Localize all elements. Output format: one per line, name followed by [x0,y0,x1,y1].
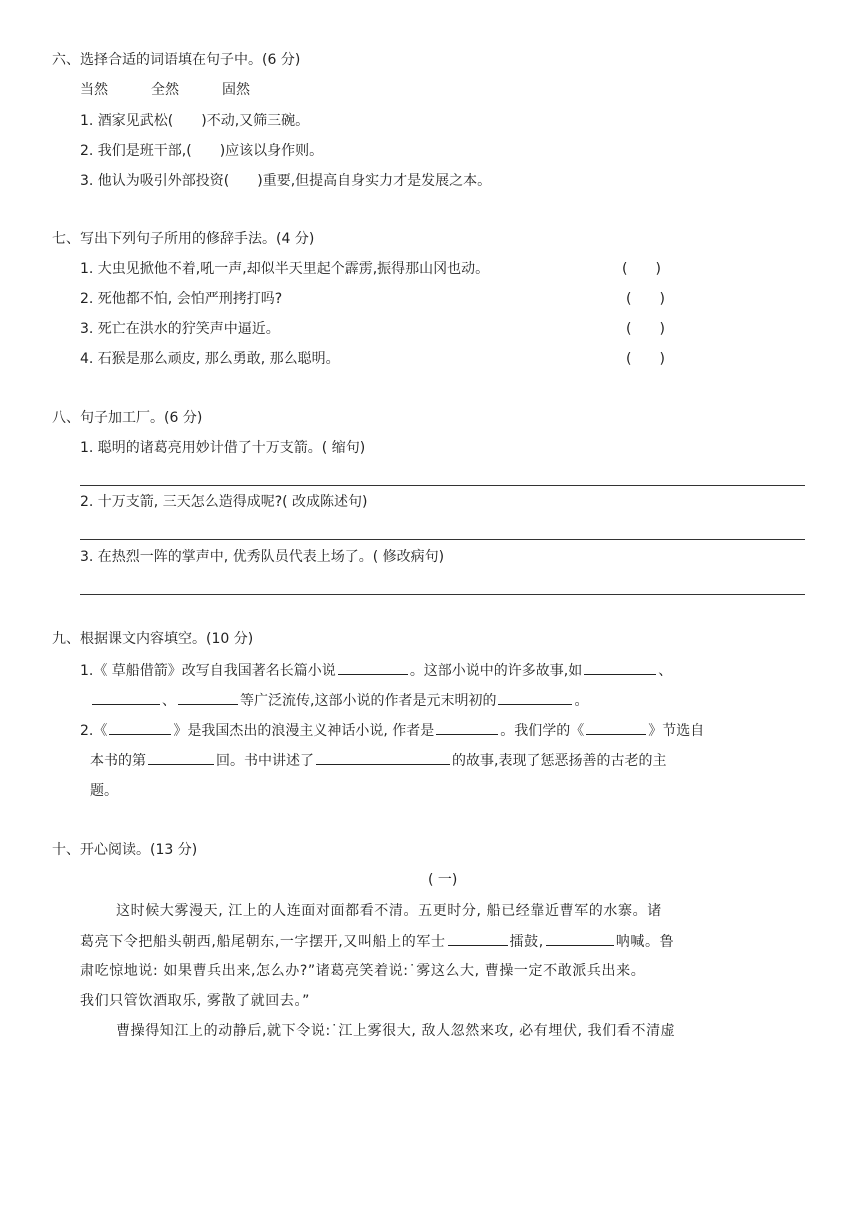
section-10-title: 十、开心阅读。(13 分) [52,842,198,858]
s8-item-1: 1. 聪明的诸葛亮用妙计借了十万支箭。( 缩句) [80,440,366,456]
s7-item-1: 1. 大虫见掀他不着,吼一声,却似半天里起个霹雳,振得那山冈也动。 [80,261,490,277]
fill-blank[interactable] [316,750,450,765]
fill-blank[interactable] [109,720,171,735]
answer-parentheses[interactable]: ( ) [626,351,665,367]
s7-item-4: 4. 石猴是那么顽皮, 那么勇敢, 那么聪明。 [80,351,340,367]
fill-blank[interactable] [448,931,508,946]
s9-q1-text: 、 [162,693,176,709]
s9-q2-text: 》节选自 [648,723,705,739]
s9-q1-line2 [90,690,588,711]
s7-item-3: 3. 死亡在洪水的狞笑声中逼近。 [80,321,280,337]
s9-q2-line1 [80,720,704,741]
answer-line[interactable] [80,485,805,486]
fill-blank[interactable] [584,660,656,675]
fill-blank[interactable] [546,931,614,946]
fill-blank[interactable] [92,690,160,705]
s9-q1-text: 。 [574,693,589,709]
passage-text: 葛亮下令把船头朝西,船尾朝东,一字摆开,又叫船上的军士 [80,934,446,950]
word-option-1: 当然 [80,82,108,98]
s8-item-3: 3. 在热烈一阵的掌声中, 优秀队员代表上场了。( 修改病句) [80,549,445,565]
answer-line[interactable] [80,594,805,595]
section-8-title: 八、句子加工厂。(6 分) [52,410,203,426]
s9-q1-text: 。这部小说中的许多故事,如 [409,663,583,679]
s6-item-1: 1. 酒家见武松( )不动,又筛三碗。 [80,113,310,129]
s9-q1-text: 、 [658,663,673,679]
s9-q2-text: 回。书中讲述了 [216,753,314,769]
s9-q2-line2 [90,750,666,771]
passage-line-1: 这时候大雾漫天, 江上的人连面对面都看不清。五更时分, 船已经靠近曹军的水寨。诸 [116,903,662,919]
fill-blank[interactable] [586,720,646,735]
word-option-3: 固然 [222,82,250,98]
answer-line[interactable] [80,539,805,540]
passage-text: 呐喊。鲁 [615,934,675,950]
passage-subtitle: ( 一) [428,872,458,888]
s9-q2-text: 2.《 [80,723,108,739]
s9-q1-text: 等广泛流传,这部小说的作者是元末明初的 [240,693,497,709]
s9-q2-text: 。我们学的《 [500,723,585,739]
answer-parentheses[interactable]: ( ) [626,321,665,337]
s6-item-2: 2. 我们是班干部,( )应该以身作则。 [80,143,324,159]
s9-q2-text: 本书的第 [90,753,146,769]
fill-blank[interactable] [178,690,238,705]
s8-item-2: 2. 十万支箭, 三天怎么造得成呢?( 改成陈述句) [80,494,368,510]
fill-blank[interactable] [436,720,498,735]
fill-blank[interactable] [338,660,408,675]
passage-line-3: 肃吃惊地说: 如果曹兵出来,怎么办?”诸葛亮笑着说:˙雾这么大, 曹操一定不敢派兵出来。 [80,963,646,979]
answer-parentheses[interactable]: ( ) [622,261,661,277]
s9-q1-line1 [80,660,672,681]
section-9-title: 九、根据课文内容填空。(10 分) [52,631,254,647]
section-6-title: 六、选择合适的词语填在句子中。(6 分) [52,52,301,68]
answer-parentheses[interactable]: ( ) [626,291,665,307]
s9-q2-text: 》是我国杰出的浪漫主义神话小说, 作者是 [173,723,435,739]
passage-line-2 [80,931,674,952]
s6-item-3: 3. 他认为吸引外部投资( )重要,但提高自身实力才是发展之本。 [80,173,492,189]
s9-q2-text: 的故事,表现了惩恶扬善的古老的主 [452,753,667,769]
passage-line-4: 我们只管饮酒取乐, 雾散了就回去。” [80,993,310,1009]
s9-q1-text: 1.《 草船借箭》改写自我国著名长篇小说 [80,663,336,679]
section-7-title: 七、写出下列句子所用的修辞手法。(4 分) [52,231,315,247]
s9-q2-line3: 题。 [90,783,118,799]
s7-item-2: 2. 死他都不怕, 会怕严刑拷打吗? [80,291,283,307]
fill-blank[interactable] [148,750,214,765]
fill-blank[interactable] [498,690,572,705]
passage-line-5: 曹操得知江上的动静后,就下令说:˙江上雾很大, 敌人忽然来攻, 必有埋伏, 我们看不清虚 [116,1023,676,1039]
passage-text: 擂鼓, [509,934,544,950]
word-option-2: 全然 [151,82,179,98]
